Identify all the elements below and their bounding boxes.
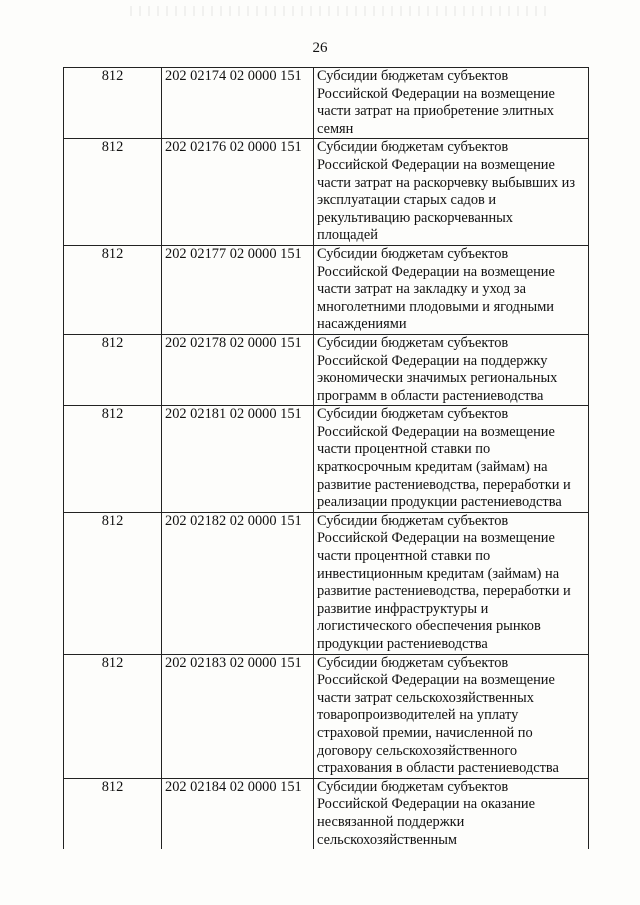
description-cell bbox=[314, 778, 589, 849]
budget-code-cell: 202 02177 02 0000 151 bbox=[162, 245, 314, 334]
table-row bbox=[64, 512, 589, 654]
description-cell bbox=[314, 406, 589, 513]
scan-artifact bbox=[130, 6, 550, 16]
description-line: страхования в области растениеводства bbox=[317, 760, 559, 777]
budget-code-cell: 202 02183 02 0000 151 bbox=[162, 654, 314, 778]
description-line: реализации продукции растениеводства bbox=[317, 494, 562, 511]
description-line: эксплуатации старых садов и bbox=[317, 192, 497, 209]
description-line: развитие инфраструктуры и bbox=[317, 600, 489, 617]
budget-code-cell: 202 02178 02 0000 151 bbox=[162, 334, 314, 405]
description-line: части процентной ставки по bbox=[317, 548, 491, 565]
description-cell bbox=[314, 512, 589, 654]
description-line: программ в области растениеводства bbox=[317, 387, 544, 404]
description-line: развитие растениеводства, переработки и bbox=[317, 583, 571, 600]
admin-code-cell: 812 bbox=[64, 654, 162, 778]
description-line: семян bbox=[317, 120, 354, 137]
budget-code-cell: 202 02182 02 0000 151 bbox=[162, 512, 314, 654]
page-number: 26 bbox=[312, 40, 328, 56]
description-line: Субсидии бюджетам субъектов bbox=[317, 654, 509, 671]
description-line: договору сельскохозяйственного bbox=[317, 742, 518, 759]
admin-code-cell: 812 bbox=[64, 68, 162, 139]
description-line: части затрат на раскорчевку выбывших из bbox=[317, 174, 576, 191]
description-line: Субсидии бюджетам субъектов bbox=[317, 139, 509, 156]
description-line: Субсидии бюджетам субъектов bbox=[317, 334, 509, 351]
description-cell bbox=[314, 68, 589, 139]
description-line: Российской Федерации на возмещение bbox=[317, 85, 555, 102]
description-line: Субсидии бюджетам субъектов bbox=[317, 406, 509, 423]
description-line: Субсидии бюджетам субъектов bbox=[317, 68, 509, 84]
description-cell bbox=[314, 334, 589, 405]
description-line: Субсидии бюджетам субъектов bbox=[317, 245, 509, 262]
budget-code-cell: 202 02181 02 0000 151 bbox=[162, 406, 314, 513]
description-line: Российской Федерации на поддержку bbox=[317, 352, 548, 369]
budget-classification-table bbox=[63, 67, 589, 849]
description-line: страховой премии, начисленной по bbox=[317, 724, 533, 741]
admin-code-cell: 812 bbox=[64, 245, 162, 334]
description-line: Российской Федерации на возмещение bbox=[317, 156, 555, 173]
description-line: инвестиционным кредитам (займам) на bbox=[317, 565, 560, 582]
admin-code-cell: 812 bbox=[64, 334, 162, 405]
description-line: Российской Федерации на возмещение bbox=[317, 672, 555, 689]
table-row bbox=[64, 245, 589, 334]
description-line: логистического обеспечения рынков bbox=[317, 618, 541, 635]
description-cell bbox=[314, 139, 589, 246]
table-body bbox=[64, 68, 589, 850]
description-line: сельскохозяйственным bbox=[317, 831, 457, 848]
description-line: части затрат на закладку и уход за bbox=[317, 281, 526, 298]
description-line: Субсидии бюджетам субъектов bbox=[317, 778, 509, 795]
description-line: площадей bbox=[317, 227, 378, 244]
description-line: Субсидии бюджетам субъектов bbox=[317, 512, 509, 529]
description-line: краткосрочным кредитам (займам) на bbox=[317, 459, 548, 476]
table-row bbox=[64, 654, 589, 778]
description-line: рекультивацию раскорчеванных bbox=[317, 209, 514, 226]
description-cell bbox=[314, 245, 589, 334]
description-line: несвязанной поддержки bbox=[317, 813, 465, 830]
description-line: экономически значимых региональных bbox=[317, 370, 558, 387]
table-row bbox=[64, 139, 589, 246]
table-row bbox=[64, 406, 589, 513]
admin-code-cell: 812 bbox=[64, 139, 162, 246]
description-line: многолетними плодовыми и ягодными bbox=[317, 298, 555, 315]
description-cell bbox=[314, 654, 589, 778]
budget-code-cell: 202 02176 02 0000 151 bbox=[162, 139, 314, 246]
description-line: развитие растениеводства, переработки и bbox=[317, 476, 571, 493]
description-line: Российской Федерации на оказание bbox=[317, 796, 535, 813]
description-line: части затрат на приобретение элитных bbox=[317, 103, 554, 120]
admin-code-cell: 812 bbox=[64, 406, 162, 513]
admin-code-cell: 812 bbox=[64, 512, 162, 654]
description-line: насаждениями bbox=[317, 316, 407, 333]
description-line: Российской Федерации на возмещение bbox=[317, 423, 555, 440]
description-line: Российской Федерации на возмещение bbox=[317, 263, 555, 280]
description-line: продукции растениеводства bbox=[317, 636, 488, 652]
table-row bbox=[64, 778, 589, 849]
budget-code-cell: 202 02174 02 0000 151 bbox=[162, 68, 314, 139]
description-line: части процентной ставки по bbox=[317, 441, 491, 458]
table-row bbox=[64, 68, 589, 139]
table-row bbox=[64, 334, 589, 405]
admin-code-cell: 812 bbox=[64, 778, 162, 849]
description-line: товаропроизводителей на уплату bbox=[317, 707, 519, 724]
budget-code-cell: 202 02184 02 0000 151 bbox=[162, 778, 314, 849]
description-line: части затрат сельскохозяйственных bbox=[317, 689, 534, 706]
description-line: Российской Федерации на возмещение bbox=[317, 530, 555, 547]
